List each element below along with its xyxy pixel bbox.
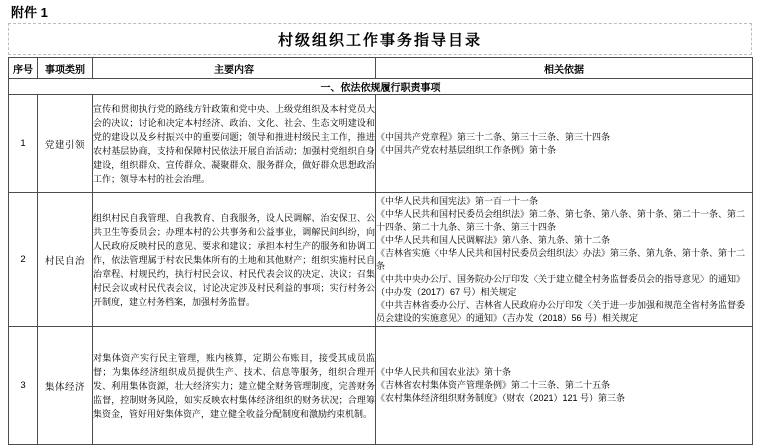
basis-line: 《中华人民共和国村民委员会组织法》第二条、第七条、第八条、第十条、第二十一条、第二十四条、第二十九条、第三十条、第三十四条 bbox=[376, 208, 746, 232]
row-basis bbox=[376, 193, 753, 327]
basis-line: 《吉林省农村集体资产管理条例》第二十三条、第二十五条 bbox=[376, 380, 611, 390]
row-category: 村民自治 bbox=[38, 193, 93, 327]
row-category: 党建引领 bbox=[38, 95, 93, 193]
attachment-label: 附件 1 bbox=[11, 5, 48, 20]
col-header-basis: 相关依据 bbox=[376, 58, 753, 79]
document-title-block bbox=[8, 23, 752, 55]
basis-line: 《中华人民共和国农业法》第十条 bbox=[376, 367, 512, 377]
document-page bbox=[0, 5, 760, 447]
page-title: 村级组织工作事务指导目录 bbox=[277, 32, 482, 49]
table-row bbox=[9, 193, 753, 327]
basis-line: 《中华人民共和国宪法》第一百一十一条 bbox=[376, 195, 539, 206]
row-basis bbox=[376, 327, 753, 445]
basis-line: 《中国共产党章程》第三十二条、第三十三条、第三十四条 bbox=[376, 131, 611, 142]
section-header: 一、依法依规履行职责事项 bbox=[9, 79, 753, 95]
row-content: 宣传和贯彻执行党的路线方针政策和党中央、上级党组织及本村党员大会的决议；讨论和决定本村经济、政治、文化、社会、生态文明建设和党的建设以及乡村振兴中的重要问题；领导和推进村级民主工作，推进农村基层协商，支持和保障村民依法开展自治活动；加强村党组织自身建设，组织群众、宣传群众、凝聚群众、服务群众，做好群众思想政治工作；领导本村的社会治理。 bbox=[93, 95, 376, 193]
section-header-row bbox=[9, 79, 753, 95]
col-header-category: 事项类别 bbox=[38, 58, 93, 79]
basis-line: 《中共吉林省委办公厅、吉林省人民政府办公厅印发〈关于进一步加强和规范全省村务监督委员会建设的实施意见〉的通知》（吉办发（2018）56 号）相关规定 bbox=[376, 299, 746, 323]
col-header-content: 主要内容 bbox=[93, 58, 376, 79]
basis-line: 《中共中央办公厅、国务院办公厅印发〈关于建立健全村务监督委员会的指导意见〉的通知》（中办发（2017）67 号）相关规定 bbox=[376, 273, 746, 297]
table-row bbox=[9, 327, 753, 445]
basis-line: 《中国共产党农村基层组织工作条例》第十条 bbox=[376, 144, 557, 155]
basis-line: 《农村集体经济组织财务制度》（财农（2021）121 号）第三条 bbox=[376, 393, 626, 403]
table-row bbox=[9, 95, 753, 193]
basis-line: 《吉林省实施〈中华人民共和国村民委员会组织法〉办法》第三条、第九条、第十条、第十二条 bbox=[376, 247, 746, 271]
row-content: 组织村民自我管理、自我教育、自我服务，设人民调解、治安保卫、公共卫生等委员会；办理本村的公共事务和公益事业，调解民间纠纷，向人民政府反映村民的意见、要求和建议；承担本村生产的服务和协调工作，依法管理属于村农民集体所有的土地和其他财产；组织实施村民自治章程、村规民约，执行村民会议、村民代表会议的决定、决议；召集村民会议或村民代表会议，讨论决定涉及村民利益的事项；实行村务公开制度，建立村务档案，加强村务监督。 bbox=[93, 193, 376, 327]
row-number: 1 bbox=[9, 95, 38, 193]
guidance-table bbox=[8, 57, 753, 445]
table-header-row bbox=[9, 58, 753, 79]
row-basis bbox=[376, 95, 753, 193]
col-header-no: 序号 bbox=[9, 58, 38, 79]
row-category: 集体经济 bbox=[38, 327, 93, 445]
row-number: 2 bbox=[9, 193, 38, 327]
row-number: 3 bbox=[9, 327, 38, 445]
row-content: 对集体资产实行民主管理，账内核算，定期公布账目，接受其成员监督；为集体经济组织成员提供生产、技术、信息等服务，组织合理开发、利用集体资源，壮大经济实力；建立健全财务管理制度，完善财务监督，控制财务风险，如实反映农村集体经济组织的财务状况；合理筹集资金，管好用好集体资产，建立健全收益分配制度和激励约束机制。 bbox=[93, 327, 376, 445]
basis-line: 《中华人民共和国人民调解法》第八条、第九条、第十二条 bbox=[376, 234, 611, 245]
